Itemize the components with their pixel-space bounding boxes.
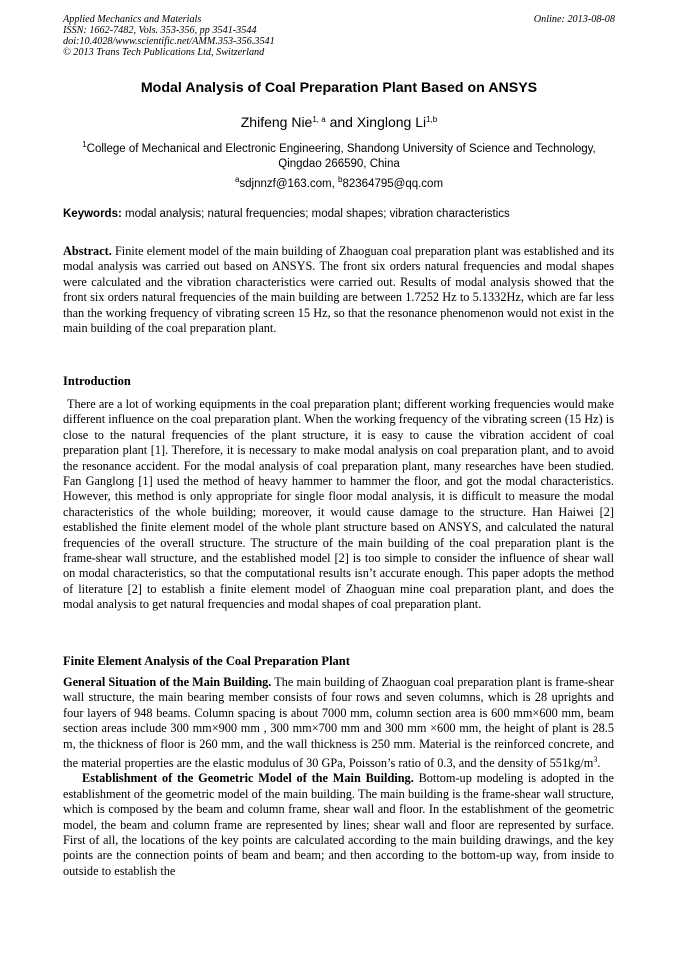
geometric-model-paragraph [63, 771, 614, 879]
introduction-heading: Introduction [63, 374, 131, 388]
issn-line: ISSN: 1662-7482, Vols. 353-356, pp 3541-3544 [63, 25, 257, 36]
keywords [63, 208, 623, 220]
general-situation-end: . [597, 756, 601, 771]
abstract-paragraph [63, 244, 614, 336]
keywords-label: Keywords: [63, 208, 122, 220]
author-superscript: 1, a [312, 115, 326, 124]
online-date: Online: 2013-08-08 [533, 14, 615, 25]
doi-line: doi:10.4028/www.scientific.net/AMM.353-356.3541 [63, 36, 275, 47]
affiliation [80, 138, 598, 171]
fea-body [63, 675, 614, 879]
fea-heading: Finite Element Analysis of the Coal Preparation Plant [63, 654, 350, 668]
affiliation-superscript: 1 [82, 140, 87, 149]
email-b: 82364795@qq.com [342, 178, 444, 190]
introduction-paragraph [63, 397, 614, 613]
geometric-model-label: Establishment of the Geometric Model of the Main Building. [82, 771, 414, 786]
email-superscript: b [338, 175, 343, 184]
email-a: sdjnnzf@163.com, [239, 178, 335, 190]
general-situation-label: General Situation of the Main Building. [63, 675, 272, 689]
paper-title: Modal Analysis of Coal Preparation Plant Based on ANSYS [140, 80, 538, 96]
journal-name: Applied Mechanics and Materials [63, 14, 202, 25]
general-situation-text: The main building of Zhaoguan coal preparation plant is frame-shear wall structure, the main bearing member consists of four rows and seven columns, which is 28 uprights and four layers of 948 beams. Column spacing is about 7000 mm, column section area is 600 mm×600 mm, beam section areas include 300 mm×900 mm , 300 mm×700 mm and 300 mm ×600 mm, the height of plant is 28.5 m, the thickness of floor is 260 mm, and the wall thickness is 250 mm. Material is the reinforced concrete, and the material properties are the elastic modulus of 30 GPa, Poisson’s ratio of 0.3, and the density of 551kg/m [63, 675, 614, 771]
author-conjunction: and [329, 114, 353, 130]
author-name: Xinglong Li [356, 114, 427, 130]
unit-superscript: 3 [593, 755, 598, 765]
abstract-text: Finite element model of the main building of Zhaoguan coal preparation plant was established and its modal analysis was carried out based on ANSYS. The front six orders natural frequencies and modal shapes were calculated and the vibration characteristics were carried out. Results of modal analysis showed that the front six orders natural frequencies of the main building are between 1.7252 Hz to 5.1332Hz, which are far less than the working frequency of vibrating screen 15 Hz, so that the resonance phenomenon would not exist in the main building of the coal preparation plant. [63, 244, 615, 336]
abstract-label: Abstract. [63, 244, 112, 258]
email-line [0, 175, 678, 190]
email-superscript: a [234, 175, 240, 184]
author-superscript: 1,b [426, 115, 438, 124]
affiliation-text: College of Mechanical and Electronic Engineering, Shandong University of Science and Technology, Qingdao 266590, China [86, 143, 596, 170]
author-list [0, 114, 678, 130]
keywords-text: modal analysis; natural frequencies; modal shapes; vibration characteristics [125, 208, 510, 220]
author-name: Zhifeng Nie [240, 114, 313, 130]
general-situation-paragraph [63, 675, 614, 771]
copyright-line: © 2013 Trans Tech Publications Ltd, Switzerland [63, 47, 265, 58]
introduction-text: There are a lot of working equipments in the coal preparation plant; different working frequencies would make different influence on the coal preparation plant. When the working frequency of the vibrating screen (15 Hz) is close to the natural frequencies of the plant structure, it is easy to cause the vibration accident of coal preparation plant [1]. Therefore, it is necessary to make modal analysis on coal preparation plant, and to avoid the resonance accident. For the modal analysis of coal preparation plant, many researches have been studied. Fan Ganglong [1] used the method of heavy hammer to hammer the floor, and got the modal characteristics. However, this method is only appropriate for single floor modal analysis, it is difficult to measure the modal characteristics of the whole building; moreover, it would cause damage to the structure. Han Haiwei [2] established the finite element model of the whole plant structure based on ANSYS, and calculated the natural frequencies of the overall structure. The structure of the main building of the coal preparation plant is the frame-shear wall structure, and the established model [2] is too simple to consider the influence of shear wall on modal characteristics, so that the computational results isn’t accurate enough. This paper adopts the method of literature [2] to establish a finite element model of Zhaoguan mine coal preparation plant, and does the modal analysis to get natural frequencies and modal shapes of coal preparation plant. [63, 397, 614, 612]
geometric-model-text: Bottom-up modeling is adopted in the establishment of the geometric model of the main building. The main building is the frame-shear wall structure, which is composed by the beam and column frame, shear wall and floor. In the establishment of the geometric model, the beam and column frame are represented by lines; shear wall and floor are represented by surface. First of all, the locations of the key points are calculated according to the main building drawings, and the key points are the connection points of beam and beam; and then according to the bottom-up way, from inside to outside to establish the [63, 771, 614, 878]
